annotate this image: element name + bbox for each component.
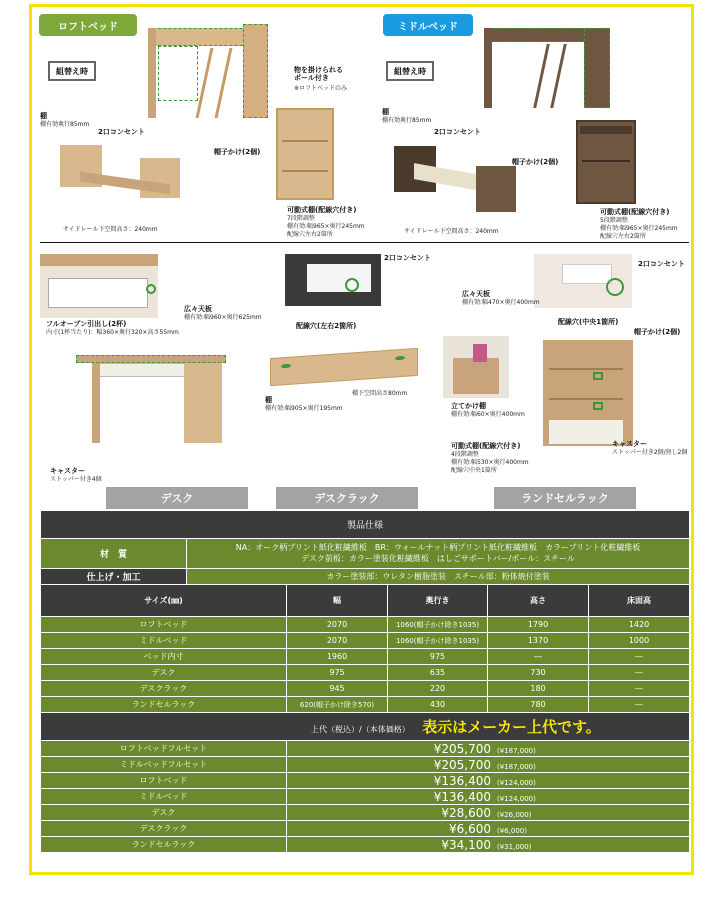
material-line1: NA：オーク柄プリント紙化粧繊維板 BR：ウォールナット柄プリント紙化粧繊維板 カラープリント化粧繊維板 [235, 543, 641, 553]
rack-outlet: 2口コンセント [384, 254, 431, 262]
material-label: 材 質 [41, 539, 187, 569]
randoseru-rack-image [543, 340, 633, 446]
size-cell: 620(帽子かけ除き570) [287, 697, 388, 713]
size-row [41, 633, 690, 649]
price-row [41, 789, 690, 805]
middle-shelf-size: 棚有効奥行85mm [382, 117, 432, 124]
price-header-row [41, 713, 690, 741]
price-value-cell [287, 741, 690, 757]
rand-photo [443, 336, 509, 398]
price-value: ¥205,700 [433, 741, 491, 756]
price-item-name: ランドセルラック [41, 837, 287, 853]
material-row [41, 539, 690, 569]
price-value: ¥136,400 [433, 789, 491, 804]
size-header-cell: 床面高 [589, 585, 690, 617]
rack-holes: 配線穴(左右2箇所) [296, 322, 357, 330]
size-cell: 975 [388, 649, 488, 665]
price-row [41, 773, 690, 789]
material-line2: デスク前板：カラー塗装化粧繊維板 はしごサポートバー/ポール：スチール [301, 553, 575, 563]
desk-image [76, 355, 226, 445]
rack-under: 棚下空間高さ80mm [352, 390, 408, 397]
desk-rack-button[interactable]: デスクラック [276, 487, 418, 509]
price-base: (¥124,000) [497, 794, 536, 803]
size-header-row [41, 585, 690, 617]
section-divider [40, 242, 689, 243]
price-value: ¥136,400 [433, 773, 491, 788]
loft-bed-tag: ロフトベッド [39, 14, 137, 36]
middle-bed-frame-image [394, 140, 518, 216]
randoseru-rack-button[interactable]: ランドセルラック [494, 487, 636, 509]
price-item-name: ロフトベッド [41, 773, 287, 789]
middle-bed-tag: ミドルベッド [383, 14, 473, 36]
price-value-cell [287, 773, 690, 789]
loft-shelf2-l3: 配線穴左右2箇所 [287, 231, 333, 238]
size-cell: 1060(帽子かけ除き1035) [388, 617, 488, 633]
loft-shelf-title: 棚 [40, 112, 47, 120]
rand-top-size: 棚有効:幅470×奥行400mm [462, 299, 540, 306]
rand-shelf-l3: 配線穴中央1箇所 [451, 467, 497, 474]
middle-shelf2-l2: 棚有効:幅965×奥行245mm [600, 225, 678, 232]
rack-outlet-photo [285, 254, 381, 306]
desk-caster-note: ストッパー付き4個 [50, 476, 102, 483]
size-row [41, 681, 690, 697]
loft-shelf-unit-image [276, 108, 334, 200]
rand-stand-title: 立てかけ棚 [451, 402, 486, 410]
loft-shelf2-l2: 棚有効:幅965×奥行245mm [287, 223, 365, 230]
size-row [41, 649, 690, 665]
rand-hole: 配線穴(中央1箇所) [558, 318, 619, 326]
price-value-cell [287, 805, 690, 821]
spec-title: 製品仕様 [41, 511, 690, 539]
middle-shelf-unit-image [576, 120, 636, 204]
finish-row [41, 569, 690, 585]
pole-title: 物を掛けられる ポール付き [294, 66, 343, 83]
loft-bed-image [148, 18, 268, 118]
size-cell: ― [488, 649, 589, 665]
size-cell: 2070 [287, 633, 388, 649]
price-item-name: ミドルベッドフルセット [41, 757, 287, 773]
size-row [41, 617, 690, 633]
size-cell: 220 [388, 681, 488, 697]
desk-top-title: 広々天板 [184, 305, 212, 313]
middle-shelf2-title: 可動式棚(配線穴付き) [600, 208, 670, 216]
size-header-cell: 幅 [287, 585, 388, 617]
loft-side-rail: サイドレール下空間高さ：240mm [63, 226, 158, 233]
price-base: (¥26,000) [497, 810, 532, 819]
desk-caster: キャスター [50, 467, 85, 475]
size-row [41, 697, 690, 713]
rand-shelf-l2: 棚有効:幅530×奥行400mm [451, 459, 529, 466]
spec-table [40, 510, 690, 853]
loft-shelf2-l1: 7段階調整 [287, 215, 315, 222]
size-row-name: デスクラック [41, 681, 287, 697]
size-cell: 945 [287, 681, 388, 697]
price-item-name: ミドルベッド [41, 789, 287, 805]
size-cell: 430 [388, 697, 488, 713]
middle-bed-image [484, 22, 610, 108]
pole-note: ※ロフトベッドのみ [294, 85, 348, 92]
middle-shelf-title: 棚 [382, 108, 389, 116]
size-cell: ― [589, 697, 690, 713]
price-base: (¥187,000) [497, 746, 536, 755]
size-cell: ― [589, 665, 690, 681]
rand-stand-size: 棚有効:幅60×奥行400mm [451, 411, 525, 418]
price-row [41, 805, 690, 821]
size-header-cell: 奥行き [388, 585, 488, 617]
middle-hat: 帽子かけ(2個) [512, 158, 559, 166]
spec-title-row [41, 511, 690, 539]
loft-shelf-size: 棚有効奥行85mm [40, 121, 90, 128]
price-base: (¥6,000) [497, 826, 527, 835]
loft-shelf2-title: 可動式棚(配線穴付き) [287, 206, 357, 214]
drawer-title: フルオープン引出し(2杯) [46, 320, 127, 328]
rand-hat: 帽子かけ(2個) [634, 328, 681, 336]
price-notice: 表示はメーカー上代です。 [422, 718, 601, 736]
size-row-name: ロフトベッド [41, 617, 287, 633]
price-value-cell [287, 821, 690, 837]
middle-shelf2-l3: 配線穴左右2箇所 [600, 233, 646, 240]
size-cell: 180 [488, 681, 589, 697]
size-cell: 1960 [287, 649, 388, 665]
rand-outlet-photo [534, 254, 632, 308]
middle-side-rail: サイドレール下空間高さ：240mm [404, 228, 499, 235]
kumikae-label: 組替え時 [48, 61, 96, 81]
loft-outlet: 2口コンセント [98, 128, 145, 136]
middle-shelf2-l1: 5段階調整 [600, 217, 628, 224]
price-base: (¥187,000) [497, 762, 536, 771]
price-item-name: デスクラック [41, 821, 287, 837]
middle-outlet: 2口コンセント [434, 128, 481, 136]
size-cell: 2070 [287, 617, 388, 633]
size-row-name: ランドセルラック [41, 697, 287, 713]
rack-shelf: 棚 [265, 396, 272, 404]
size-row [41, 665, 690, 681]
finish-label: 仕上げ・加工 [41, 569, 187, 585]
size-cell: 780 [488, 697, 589, 713]
drawer-size: 内寸(1杯当たり)：幅360×奥行320×高さ55mm [46, 329, 179, 336]
rand-caster-note: ストッパー付き2個/無し2個 [612, 449, 688, 456]
price-value-cell [287, 789, 690, 805]
loft-bed-frame-image [60, 140, 180, 200]
size-cell: 1790 [488, 617, 589, 633]
size-cell: 1060(帽子かけ除き1035) [388, 633, 488, 649]
size-row-name: ミドルベッド [41, 633, 287, 649]
drawer-photo [40, 254, 158, 318]
kumikae-label-2: 組替え時 [386, 61, 434, 81]
rand-shelf-title: 可動式棚(配線穴付き) [451, 442, 521, 450]
price-base: (¥31,000) [497, 842, 532, 851]
size-cell: 635 [388, 665, 488, 681]
rack-shelf-size: 棚有効:幅905×奥行195mm [265, 405, 343, 412]
price-base: (¥124,000) [497, 778, 536, 787]
size-cell: 1370 [488, 633, 589, 649]
size-row-name: ベッド内寸 [41, 649, 287, 665]
price-row [41, 757, 690, 773]
price-value: ¥205,700 [433, 757, 491, 772]
size-cell: 730 [488, 665, 589, 681]
price-item-name: ロフトベッドフルセット [41, 741, 287, 757]
price-label: 上代（税込）/（本体価格） [311, 725, 410, 734]
size-header-cell: 高さ [488, 585, 589, 617]
desk-button[interactable]: デスク [106, 487, 248, 509]
size-header-cell: サイズ(㎜) [41, 585, 287, 617]
price-row [41, 741, 690, 757]
finish-value: カラー塗装部：ウレタン樹脂塗装 スチール部：粉体焼付塗装 [187, 569, 690, 585]
price-value: ¥34,100 [441, 837, 491, 852]
rand-shelf-l1: 4段階調整 [451, 451, 479, 458]
desk-top-size: 棚有効:幅960×奥行625mm [184, 314, 262, 321]
price-value: ¥28,600 [441, 805, 491, 820]
price-value-cell [287, 757, 690, 773]
price-row [41, 821, 690, 837]
size-cell: 975 [287, 665, 388, 681]
rand-outlet: 2口コンセント [638, 260, 685, 268]
rand-top-title: 広々天板 [462, 290, 490, 298]
price-row [41, 837, 690, 853]
price-value-cell [287, 837, 690, 853]
size-cell: ― [589, 649, 690, 665]
size-cell: ― [589, 681, 690, 697]
size-row-name: デスク [41, 665, 287, 681]
size-cell: 1000 [589, 633, 690, 649]
loft-hat: 帽子かけ(2個) [214, 148, 261, 156]
size-cell: 1420 [589, 617, 690, 633]
rand-caster: キャスター [612, 440, 647, 448]
price-value: ¥6,600 [449, 821, 491, 836]
price-item-name: デスク [41, 805, 287, 821]
